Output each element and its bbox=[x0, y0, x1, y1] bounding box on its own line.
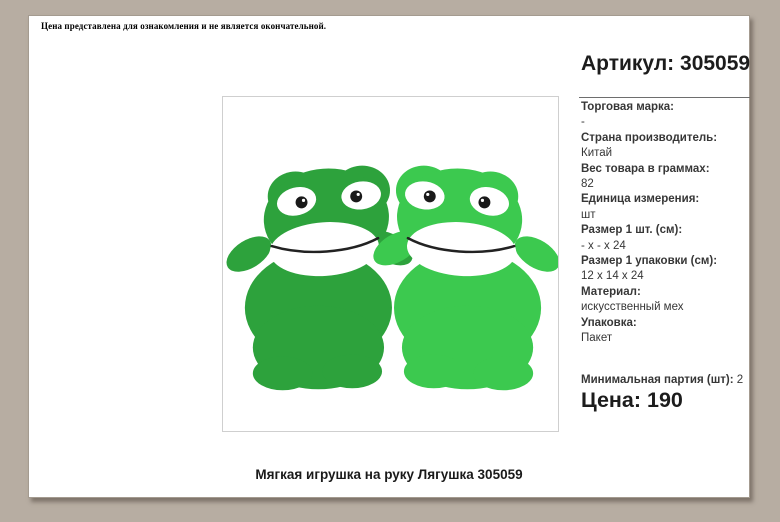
min-batch-value: 2 bbox=[736, 374, 744, 386]
price-label: Цена: bbox=[581, 388, 642, 412]
attribute-label: Материал: bbox=[581, 285, 641, 298]
article-number: 305059 bbox=[680, 52, 751, 75]
attribute-value: Китай bbox=[581, 147, 613, 160]
product-photo-frogs bbox=[223, 97, 558, 431]
attribute-row bbox=[581, 100, 756, 131]
min-batch-label: Минимальная партия (шт): bbox=[581, 374, 734, 386]
attribute-value: шт bbox=[581, 208, 596, 221]
attribute-value: - x - x 24 bbox=[581, 239, 626, 252]
attribute-label: Торговая марка: bbox=[581, 101, 674, 113]
attribute-row bbox=[581, 254, 756, 285]
attribute-value: искусственный мех bbox=[581, 301, 684, 314]
attribute-label: Единица измерения: bbox=[581, 193, 700, 206]
attribute-label: Вес товара в граммах: bbox=[581, 162, 710, 175]
article-label: Артикул: bbox=[581, 52, 675, 75]
attribute-row bbox=[581, 223, 756, 254]
product-caption: Мягкая игрушка на руку Лягушка 305059 bbox=[255, 467, 523, 482]
frog-toy-left bbox=[223, 164, 418, 390]
product-card bbox=[28, 15, 750, 498]
attribute-row bbox=[581, 285, 756, 316]
attribute-value: 82 bbox=[581, 178, 594, 191]
attribute-label: Упаковка: bbox=[581, 316, 637, 329]
attribute-value: 12 x 14 x 24 bbox=[581, 270, 644, 283]
attribute-row bbox=[581, 316, 756, 347]
details-divider bbox=[579, 97, 750, 98]
article-header bbox=[581, 52, 753, 76]
price-line bbox=[581, 388, 683, 413]
attribute-value: Пакет bbox=[581, 332, 613, 345]
min-batch-row bbox=[581, 373, 761, 388]
disclaimer-text: Цена представлена для ознакомления и не является окончательной. bbox=[41, 21, 327, 31]
attributes-list bbox=[581, 100, 756, 347]
attribute-label: Размер 1 шт. (см): bbox=[581, 224, 683, 237]
frog-toy-right bbox=[367, 164, 558, 390]
attribute-row bbox=[581, 162, 756, 193]
product-photo-frame bbox=[222, 96, 559, 432]
price-value: 190 bbox=[647, 388, 683, 412]
attribute-row bbox=[581, 131, 756, 162]
attribute-row bbox=[581, 192, 756, 223]
attribute-label: Размер 1 упаковки (см): bbox=[581, 255, 718, 268]
attribute-value: - bbox=[581, 116, 585, 129]
attribute-label: Страна производитель: bbox=[581, 131, 718, 144]
